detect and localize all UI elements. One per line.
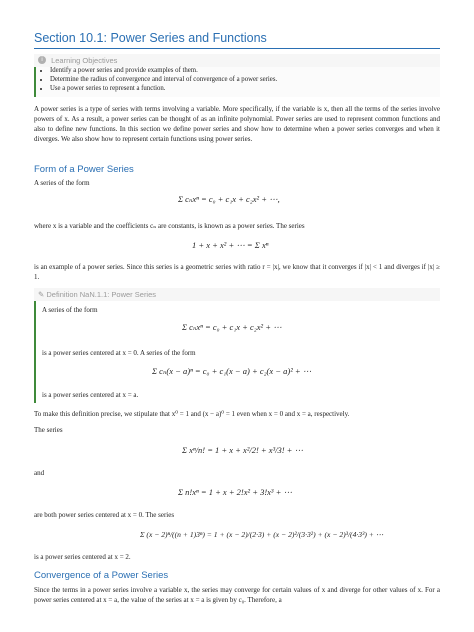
- equation-1: Σ cₙxⁿ = c₀ + c₁x + c₂x² + ⋯,: [178, 194, 280, 204]
- equation-2: 1 + x + x² + ⋯ = Σ xⁿ: [192, 240, 269, 250]
- centered-line: is a power series centered at x = 2.: [34, 553, 131, 561]
- form-line: A series of the form: [34, 179, 90, 187]
- pencil-icon: ✎: [38, 290, 45, 299]
- learning-objectives-list: [36, 67, 440, 93]
- learning-objectives-header: [34, 54, 440, 67]
- precise-line: To make this definition precise, we stipulate that x⁰ = 1 and (x − a)⁰ = 1 even when x = 0 and x = a, respectively.: [34, 410, 350, 418]
- definition-line-3: is a power series centered at x = a.: [42, 391, 139, 399]
- equation-4: Σ n!xⁿ = 1 + x + 2!x² + 3!x³ + ⋯: [178, 487, 292, 497]
- list-item: • Use a power series to represent a function.: [50, 85, 440, 94]
- series-line: The series: [34, 426, 63, 434]
- convergence-heading: Convergence of a Power Series: [34, 570, 169, 581]
- form-heading: Form of a Power Series: [34, 164, 134, 175]
- and-line: and: [34, 469, 45, 477]
- definition-heading: Definition NaN.1.1: Power Series: [46, 290, 157, 299]
- definition-line-1: A series of the form: [42, 306, 98, 314]
- equation-5: Σ (x − 2)ⁿ/((n + 1)3ⁿ) = 1 + (x − 2)/(2·3) + (x − 2)²/(3·3²) + (x − 2)³/(4·3³) + ⋯: [140, 530, 384, 539]
- learning-objectives-box: [34, 67, 440, 97]
- definition-header: [34, 288, 440, 301]
- info-icon: i: [38, 56, 46, 64]
- title-divider: [34, 48, 440, 49]
- list-item: • Identify a power series and provide examples of them.: [50, 67, 440, 76]
- page-title: Section 10.1: Power Series and Functions: [34, 31, 267, 45]
- list-item: • Determine the radius of convergence and interval of convergence of a power series.: [50, 76, 440, 85]
- example-paragraph: is an example of a power series. Since this series is a geometric series with ratio r = |x|, we know that it converges if |x| < 1 and diverges if |x| ≥ 1.: [34, 263, 440, 281]
- equation-3: Σ xⁿ/n! = 1 + x + x²/2! + x³/3! + ⋯: [182, 445, 304, 455]
- intro-paragraph: A power series is a type of series with terms involving a variable. More specifically, if the variable is x, then all the terms of the series involve powers of x. As a result, a power series can be thought of as an infinite polynomial. Power series are used to represent common functions and also to define new functions. In this section we define power series and show how to determine when a power series converges and when it diverges. We also show how to represent certain functions using power series.: [34, 105, 440, 143]
- learning-objectives-heading: Learning Objectives: [51, 56, 118, 65]
- definition-equation-a: Σ cₙxⁿ = c₀ + c₁x + c₂x² + ⋯: [182, 322, 282, 332]
- where-line: where x is a variable and the coefficients cₙ are constants, is known as a power series. The series: [34, 222, 305, 230]
- definition-line-2: is a power series centered at x = 0. A series of the form: [42, 349, 196, 357]
- definition-equation-b: Σ cₙ(x − a)ⁿ = c₀ + c₁(x − a) + c₂(x − a)² + ⋯: [152, 366, 312, 376]
- both-line: are both power series centered at x = 0. The series: [34, 511, 175, 519]
- convergence-paragraph: Since the terms in a power series involve a variable x, the series may converge for certain values of x and diverge for other values of x. For a power series centered at x = a, the value of the series at x = a is given by c₀. Therefore, a: [34, 586, 440, 604]
